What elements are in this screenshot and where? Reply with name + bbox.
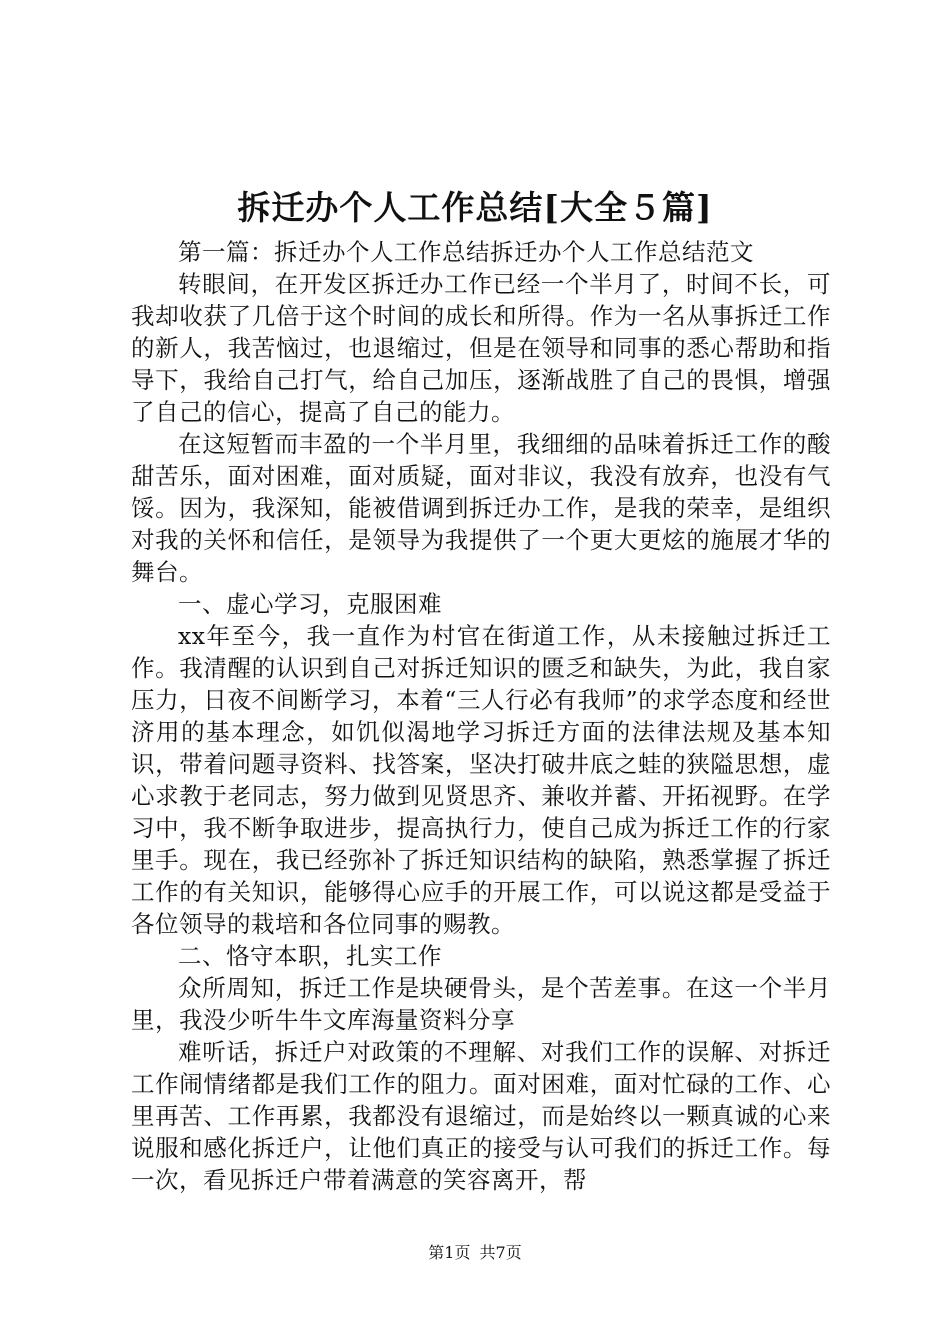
page-footer: [0, 1241, 950, 1265]
section-heading: 第一篇：拆迁办个人工作总结拆迁办个人工作总结范文: [178, 238, 754, 266]
subsection-heading: 一、虚心学习，克服困难: [178, 590, 442, 618]
body-paragraph: xx年至今，我一直作为村官在街道工作，从未接触过拆迁工作。我清醒的认识到自己对拆迁知识的匮乏和缺失，为此，我自家压力，日夜不间断学习，本着“三人行必有我师”的求学态度和经世济用的基本理念，如饥似渴地学习拆迁方面的法律法规及基本知识，带着问题寻资料、找答案，坚决打破井底之蛙的狭隘思想，虚心求教于老同志，努力做到见贤思齐、兼收并蓄、开拓视野。在学习中，我不断争取进步，提高执行力，使自己成为拆迁工作的行家里手。现在，我已经弥补了拆迁知识结构的缺陷，熟悉掌握了拆迁工作的有关知识，能够得心应手的开展工作，可以说这都是受益于各位领导的栽培和各位同事的赐教。: [131, 622, 831, 938]
document-title: 拆迁办个人工作总结[大全５篇]: [237, 188, 713, 227]
subsection-heading: 二、恪守本职，扎实工作: [178, 942, 442, 970]
page-total: 共7页: [479, 1243, 522, 1262]
page-number: 第1页: [428, 1243, 471, 1262]
body-paragraph: 转眼间，在开发区拆迁办工作已经一个半月了，时间不长，可我却收获了几倍于这个时间的成长和所得。作为一名从事拆迁工作的新人，我苦恼过，也退缩过，但是在领导和同事的悉心帮助和指导下，我给自己打气，给自己加压，逐渐战胜了自己的畏惧，增强了自己的信心，提高了自己的能力。: [131, 270, 831, 426]
body-paragraph: 难听话，拆迁户对政策的不理解、对我们工作的误解、对拆迁工作闹情绪都是我们工作的阻力。面对困难，面对忙碌的工作、心里再苦、工作再累，我都没有退缩过，而是始终以一颗真诚的心来说服和感化拆迁户，让他们真正的接受与认可我们的拆迁工作。每一次，看见拆迁户带着满意的笑容离开，帮: [131, 1038, 831, 1194]
body-paragraph: 在这短暂而丰盈的一个半月里，我细细的品味着拆迁工作的酸甜苦乐，面对困难，面对质疑，面对非议，我没有放弃，也没有气馁。因为，我深知，能被借调到拆迁办工作，是我的荣幸，是组织对我的关怀和信任，是领导为我提供了一个更大更炫的施展才华的舞台。: [131, 430, 831, 586]
body-paragraph: 众所周知，拆迁工作是块硬骨头，是个苦差事。在这一个半月里，我没少听牛牛文库海量资料分享: [131, 974, 831, 1034]
document-body: [131, 236, 831, 1196]
